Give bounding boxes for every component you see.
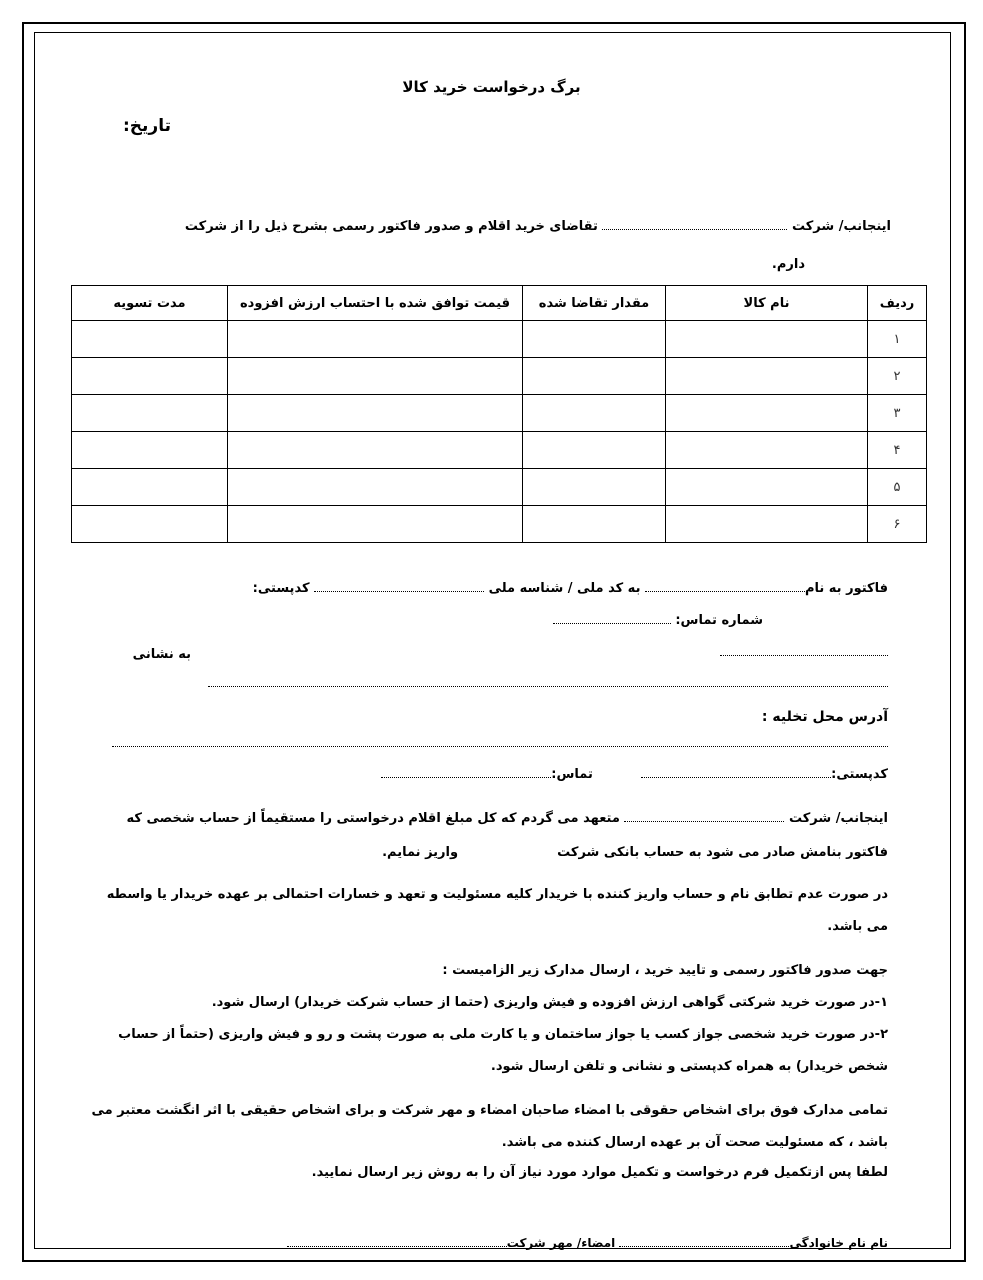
- form-title: برگ درخواست خرید کالا: [402, 78, 581, 96]
- phone-field-extension[interactable]: [720, 655, 888, 656]
- table-row: [72, 321, 927, 358]
- invoice-postal-label: کدپستی:: [252, 581, 310, 596]
- settlement-cell[interactable]: [72, 432, 228, 469]
- intro-request-text: تقاضای خرید اقلام و صدور فاکتور رسمی بشرح ذیل را از شرکت: [184, 219, 598, 234]
- address-label: به نشانی: [132, 647, 191, 662]
- unload-postal-field[interactable]: [641, 767, 831, 778]
- commitment-line-1: [127, 806, 888, 832]
- quantity-cell[interactable]: [523, 432, 666, 469]
- price-cell[interactable]: [228, 469, 523, 506]
- company-field[interactable]: [602, 219, 787, 230]
- settlement-cell[interactable]: [72, 469, 228, 506]
- price-cell[interactable]: [228, 321, 523, 358]
- unload-address-field[interactable]: [112, 746, 888, 747]
- invoice-name-field[interactable]: [645, 581, 805, 592]
- item-name-cell[interactable]: [666, 395, 868, 432]
- col-row-header: ردیف: [868, 286, 927, 321]
- invoice-name-label: فاکتور به نام: [804, 581, 888, 596]
- row-number: ۱: [868, 321, 927, 358]
- signature-note-3: لطفا پس ازتکمیل فرم درخواست و تکمیل موارد مورد نیاز آن را به روش زیر ارسال نمایید.: [311, 1165, 888, 1180]
- phone-field[interactable]: [553, 613, 671, 624]
- commitment-line-2: [382, 840, 888, 866]
- unload-contact-label: تماس:: [551, 767, 593, 782]
- quantity-cell[interactable]: [523, 395, 666, 432]
- col-settlement-header: مدت تسویه: [72, 286, 228, 321]
- item-name-cell[interactable]: [666, 321, 868, 358]
- settlement-cell[interactable]: [72, 321, 228, 358]
- docs-item-2b: شخص خریدار) به همراه کدپستی و نشانی و تلفن ارسال شود.: [490, 1059, 888, 1074]
- national-id-field[interactable]: [314, 581, 484, 592]
- unload-postal-label: کدپستی:: [831, 767, 888, 782]
- settlement-cell[interactable]: [72, 506, 228, 543]
- quantity-cell[interactable]: [523, 506, 666, 543]
- row-number: ۶: [868, 506, 927, 543]
- docs-intro: جهت صدور فاکتور رسمی و تایید خرید ، ارسال مدارک زیر الزامیست :: [442, 963, 888, 978]
- signature-note-2: باشد ، که مسئولیت صحت آن بر عهده ارسال کننده می باشد.: [501, 1135, 888, 1150]
- table-row: [72, 469, 927, 506]
- items-table: [71, 285, 927, 543]
- commitment-bank-text: فاکتور بنامش صادر می شود به حساب بانکی شرکت: [557, 845, 888, 860]
- col-quantity-header: مقدار تقاضا شده: [523, 286, 666, 321]
- row-number: ۵: [868, 469, 927, 506]
- price-cell[interactable]: [228, 506, 523, 543]
- unload-heading: آدرس محل تخلیه :: [761, 709, 888, 725]
- national-id-label: به کد ملی / شناسه ملی: [488, 581, 641, 596]
- invoice-line-1: [253, 576, 888, 602]
- table-row: [72, 432, 927, 469]
- footer-sign-field[interactable]: [287, 1236, 507, 1247]
- commitment-text: متعهد می گردم که کل مبلغ اقلام درخواستی را مستقیماً از حساب شخصی که: [126, 811, 620, 826]
- mismatch-line-2: می باشد.: [827, 919, 888, 934]
- footer-name-field[interactable]: [619, 1236, 789, 1247]
- row-number: ۲: [868, 358, 927, 395]
- price-cell[interactable]: [228, 395, 523, 432]
- intro-line-2: دارم.: [771, 257, 805, 272]
- col-item-name-header: نام کالا: [666, 286, 868, 321]
- item-name-cell[interactable]: [666, 469, 868, 506]
- quantity-cell[interactable]: [523, 321, 666, 358]
- docs-item-1: ۱-در صورت خرید شرکتی گواهی ارزش افزوده و فیش واریزی (حتما از حساب شرکت خریدار) ارسال شود.: [211, 995, 888, 1010]
- invoice-line-2: [553, 608, 763, 634]
- settlement-cell[interactable]: [72, 358, 228, 395]
- settlement-cell[interactable]: [72, 395, 228, 432]
- row-number: ۳: [868, 395, 927, 432]
- date-label: تاریخ:: [123, 116, 171, 136]
- commitment-company-label: اینجانب/ شرکت: [788, 811, 888, 826]
- unload-line: [381, 762, 888, 788]
- price-cell[interactable]: [228, 432, 523, 469]
- col-price-header: قیمت توافق شده با احتساب ارزش افزوده: [228, 286, 523, 321]
- table-row: [72, 395, 927, 432]
- footer-line: [287, 1230, 888, 1256]
- intro-line-1: [185, 214, 891, 240]
- unload-contact-field[interactable]: [381, 767, 551, 778]
- commitment-deposit-text: واریز نمایم.: [382, 845, 459, 860]
- intro-company-label: اینجانب/ شرکت: [791, 219, 891, 234]
- row-number: ۴: [868, 432, 927, 469]
- mismatch-line-1: در صورت عدم تطابق نام و حساب واریز کننده با خریدار کلیه مسئولیت و تعهد و خسارات احتمالی بر عهده خریدار یا واسطه: [106, 887, 888, 902]
- item-name-cell[interactable]: [666, 358, 868, 395]
- item-name-cell[interactable]: [666, 506, 868, 543]
- table-row: [72, 506, 927, 543]
- address-field[interactable]: [208, 686, 888, 687]
- phone-label: شماره تماس:: [675, 613, 763, 628]
- footer-name-label: نام نام خانوادگی: [789, 1236, 888, 1250]
- commitment-company-field[interactable]: [624, 811, 784, 822]
- table-row: [72, 358, 927, 395]
- quantity-cell[interactable]: [523, 469, 666, 506]
- docs-item-2a: ۲-در صورت خرید شخصی جواز کسب یا جواز ساختمان و یا کارت ملی به صورت پشت و رو و فیش واریزی (حتماً از حساب: [118, 1027, 888, 1042]
- quantity-cell[interactable]: [523, 358, 666, 395]
- footer-sign-label: امضاء/ مهر شرکت: [506, 1236, 616, 1250]
- price-cell[interactable]: [228, 358, 523, 395]
- signature-note-1: تمامی مدارک فوق برای اشخاص حقوقی با امضاء صاحبان امضاء و مهر شرکت و برای اشخاص حقیقی با اثر انگشت معتبر می: [91, 1103, 888, 1118]
- item-name-cell[interactable]: [666, 432, 868, 469]
- table-header-row: [72, 286, 927, 321]
